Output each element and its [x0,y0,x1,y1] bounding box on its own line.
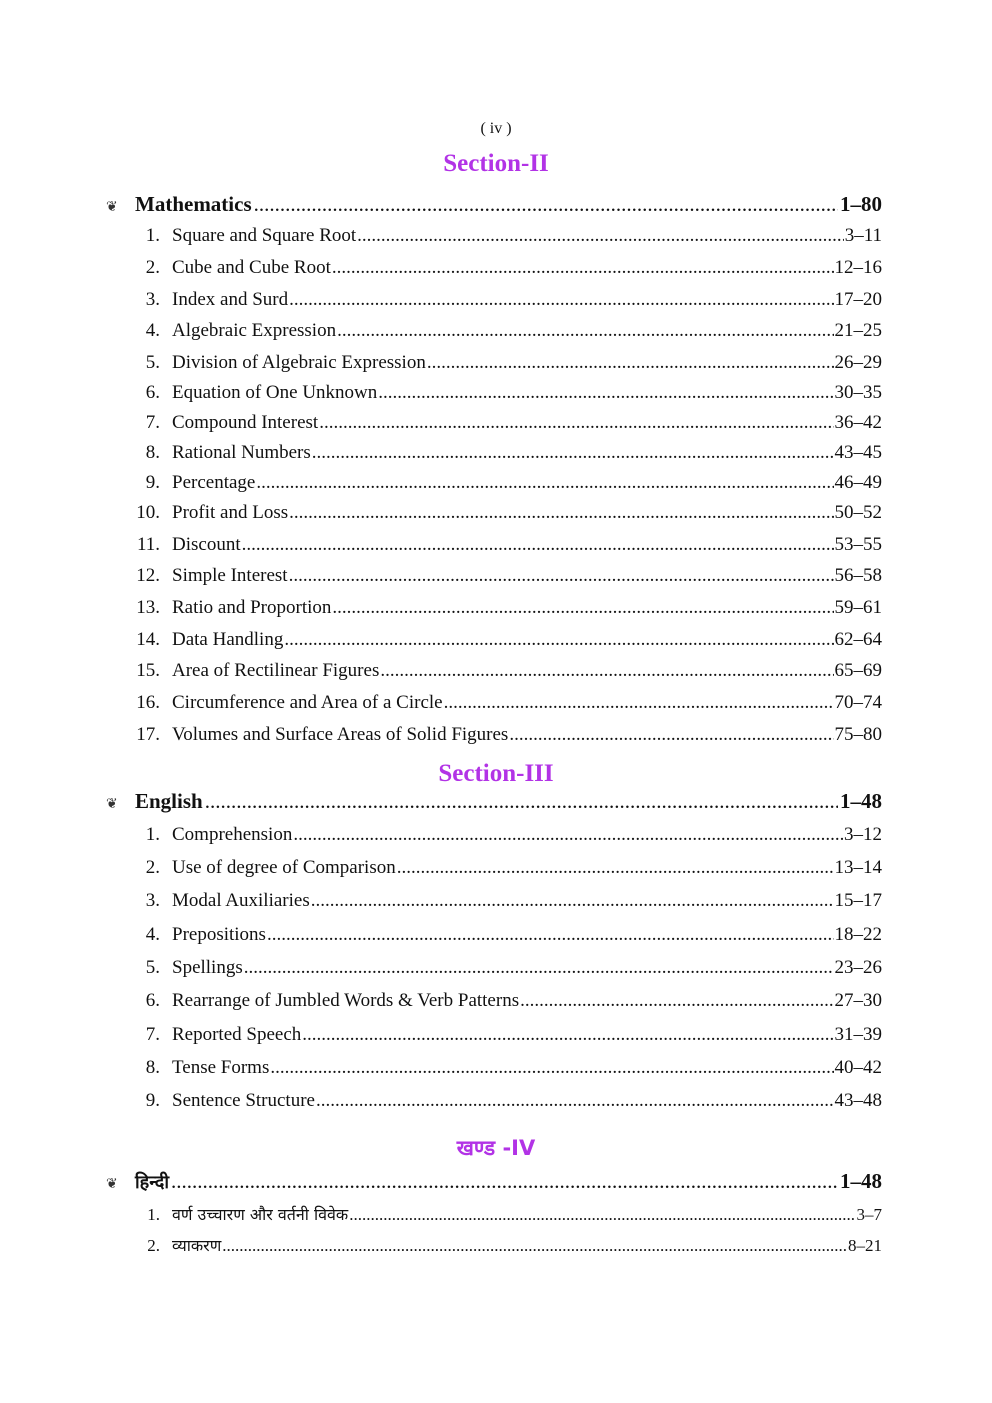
toc-entry-number: 15. [136,660,160,681]
toc-entry-number: 5. [145,957,160,978]
dot-leader [302,1024,833,1046]
dot-leader [289,289,833,311]
toc-entry[interactable] [134,472,882,496]
toc-entry-title: Prepositions [172,924,266,945]
toc-entry-pages: 3–7 [856,1205,882,1224]
toc-entry-title: Index and Surd [172,289,289,310]
toc-entry-number: 4. [145,924,160,945]
toc-entry-pages: 13–14 [834,857,882,878]
toc-entry-title: Cube and Cube Root [172,257,331,278]
toc-entry[interactable] [134,289,882,313]
subject-row-mathematics[interactable] [106,192,882,218]
dot-leader [293,824,843,846]
dot-leader [509,724,833,746]
toc-entry[interactable] [134,412,882,436]
toc-entry-pages: 26–29 [834,352,882,373]
toc-entry-pages: 65–69 [834,660,882,681]
toc-entry-number: 11. [136,534,160,555]
dot-leader [242,534,834,556]
toc-entry-number: 8. [145,442,160,463]
dot-leader [270,1057,833,1079]
feather-icon: ❦ [106,797,118,812]
toc-entry-number: 2. [145,257,160,278]
dot-leader [284,629,833,651]
subject-row-english[interactable] [106,789,882,815]
toc-entry-title: Discount [172,534,241,555]
toc-entry-number: 9. [145,1090,160,1111]
dot-leader [289,565,834,587]
toc-entry-number: 14. [136,629,160,650]
toc-entry-number: 3. [145,289,160,310]
toc-entry-pages: 27–30 [834,990,882,1011]
toc-entry[interactable] [134,597,882,621]
dot-leader [349,1204,855,1226]
subject-row-hindi[interactable] [106,1169,882,1195]
toc-entry[interactable] [134,502,882,526]
toc-entry-pages: 40–42 [834,1057,882,1078]
toc-entry-pages: 17–20 [834,289,882,310]
toc-entry-pages: 36–42 [834,412,882,433]
toc-entry-number: 3. [145,890,160,911]
toc-entry[interactable] [134,990,882,1014]
dot-leader [316,1090,834,1112]
toc-entry-pages: 8–21 [848,1236,882,1255]
dot-leader [337,320,833,342]
section-heading-4: खण्ड -IV [456,1136,536,1160]
dot-leader [205,789,838,814]
toc-entry-title: वर्ण उच्चारण और वर्तनी विवेक [172,1205,349,1224]
toc-entry-number: 1. [145,225,160,246]
toc-entry-title: Rational Numbers [172,442,311,463]
toc-entry[interactable] [134,692,882,716]
toc-entry-pages: 3–12 [844,824,882,845]
toc-entry-title: Volumes and Surface Areas of Solid Figures [172,724,509,745]
subject-pages: 1–48 [840,789,882,813]
toc-entry-number: 4. [145,320,160,341]
dot-leader [397,857,834,879]
toc-entry-pages: 30–35 [834,382,882,403]
toc-entry-title: Division of Algebraic Expression [172,352,426,373]
toc-entry[interactable] [134,225,882,249]
toc-entry-title: Area of Rectilinear Figures [172,660,380,681]
dot-leader [380,660,833,682]
toc-entry[interactable] [134,957,882,981]
toc-entry-number: 13. [136,597,160,618]
toc-entry-title: Circumference and Area of a Circle [172,692,443,713]
toc-entry[interactable] [134,565,882,589]
toc-entry-number: 16. [136,692,160,713]
dot-leader [357,225,844,247]
dot-leader [378,382,833,404]
toc-entry-number: 17. [136,724,160,745]
subject-pages: 1–48 [840,1169,882,1193]
dot-leader [222,1235,847,1257]
toc-entry-pages: 53–55 [834,534,882,555]
toc-entry[interactable] [134,352,882,376]
toc-entry[interactable] [134,1057,882,1081]
dot-leader [332,597,833,619]
feather-icon: ❦ [106,200,118,215]
dot-leader [332,257,834,279]
toc-entry-pages: 21–25 [834,320,882,341]
toc-entry-number: 9. [145,472,160,493]
toc-entry-pages: 15–17 [834,890,882,911]
toc-entry[interactable] [134,1024,882,1048]
toc-entry-title: व्याकरण [172,1236,222,1255]
toc-entry[interactable] [134,924,882,948]
subject-title: हिन्दी [135,1172,170,1193]
dot-leader [319,412,833,434]
toc-entry[interactable] [134,442,882,466]
toc-entry[interactable] [134,382,882,406]
feather-icon: ❦ [106,1177,118,1192]
toc-entry-pages: 23–26 [834,957,882,978]
toc-entry-pages: 12–16 [834,257,882,278]
page-number: ( iv ) [480,120,512,137]
toc-entry-pages: 3–11 [844,225,882,246]
toc-entry-title: Equation of One Unknown [172,382,378,403]
dot-leader [254,192,838,217]
toc-entry-number: 5. [145,352,160,373]
toc-entry-number: 12. [136,565,160,586]
section-heading-3: Section-III [438,760,554,787]
toc-entry-title: Tense Forms [172,1057,270,1078]
toc-entry-pages: 59–61 [834,597,882,618]
toc-entry[interactable] [134,257,882,281]
toc-entry-number: 10. [136,502,160,523]
dot-leader [244,957,834,979]
toc-entry-title: Data Handling [172,629,284,650]
toc-entry-title: Simple Interest [172,565,288,586]
toc-entry-title: Reported Speech [172,1024,302,1045]
dot-leader [427,352,834,374]
toc-entry-number: 6. [145,382,160,403]
toc-entry-number: 2. [145,857,160,878]
toc-entry[interactable] [134,1235,882,1259]
toc-entry[interactable] [134,890,882,914]
toc-entry-title: Sentence Structure [172,1090,315,1111]
toc-entry[interactable] [134,1090,882,1114]
toc-entry-title: Compound Interest [172,412,319,433]
dot-leader [444,692,834,714]
toc-entry-number: 1. [147,1205,160,1224]
subject-title: English [135,789,203,813]
toc-entry-number: 7. [145,1024,160,1045]
toc-entry-pages: 18–22 [834,924,882,945]
toc-entry[interactable] [134,857,882,881]
toc-entry-number: 6. [145,990,160,1011]
toc-entry-number: 1. [145,824,160,845]
toc-entry-title: Algebraic Expression [172,320,337,341]
toc-entry[interactable] [134,724,882,748]
toc-entry-title: Percentage [172,472,256,493]
toc-entry-pages: 43–48 [834,1090,882,1111]
dot-leader [520,990,833,1012]
toc-entry[interactable] [134,629,882,653]
subject-title: Mathematics [135,192,252,216]
toc-entry-pages: 31–39 [834,1024,882,1045]
toc-entry-title: Spellings [172,957,243,978]
toc-entry[interactable] [134,824,882,848]
toc-entry-pages: 50–52 [834,502,882,523]
dot-leader [267,924,834,946]
toc-entry-title: Use of degree of Comparison [172,857,396,878]
toc-entry[interactable] [134,660,882,684]
toc-entry-title: Modal Auxiliaries [172,890,310,911]
toc-entry-pages: 70–74 [834,692,882,713]
toc-entry-title: Ratio and Proportion [172,597,332,618]
section-heading-2: Section-II [443,150,549,177]
toc-entry-pages: 43–45 [834,442,882,463]
dot-leader [312,442,834,464]
toc-entry-title: Rearrange of Jumbled Words & Verb Patterns [172,990,520,1011]
toc-entry-number: 2. [147,1236,160,1255]
toc-entry-title: Comprehension [172,824,293,845]
dot-leader [171,1169,838,1194]
dot-leader [289,502,833,524]
dot-leader [311,890,834,912]
toc-entry[interactable] [134,1204,882,1228]
toc-entry-title: Square and Square Root [172,225,357,246]
toc-entry-pages: 56–58 [834,565,882,586]
toc-entry-number: 8. [145,1057,160,1078]
toc-entry-pages: 75–80 [834,724,882,745]
toc-entry-number: 7. [145,412,160,433]
toc-entry-title: Profit and Loss [172,502,289,523]
toc-entry-pages: 46–49 [834,472,882,493]
subject-pages: 1–80 [840,192,882,216]
toc-entry[interactable] [134,320,882,344]
dot-leader [256,472,833,494]
toc-entry[interactable] [134,534,882,558]
toc-entry-pages: 62–64 [834,629,882,650]
